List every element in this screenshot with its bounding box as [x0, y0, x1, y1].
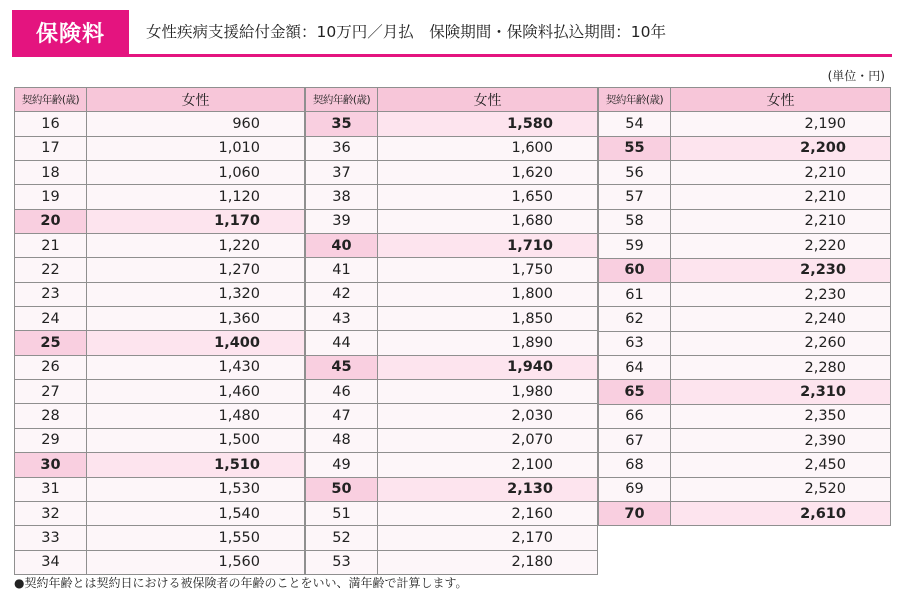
- table-row: [599, 307, 891, 331]
- age-cell: 67: [599, 429, 671, 453]
- age-cell: 38: [306, 185, 378, 209]
- premium-cell: 2,520: [671, 477, 891, 501]
- column-header-age: 契約年齢(歳): [306, 88, 378, 112]
- table-row: [15, 209, 305, 233]
- premium-cell: 1,060: [87, 161, 305, 185]
- table-row: [15, 234, 305, 258]
- premium-cell: 1,430: [87, 355, 305, 379]
- table-row: [15, 282, 305, 306]
- age-cell: 55: [599, 136, 671, 160]
- premium-cell: 2,030: [378, 404, 598, 428]
- premium-cell: 1,980: [378, 380, 598, 404]
- table-row: [15, 185, 305, 209]
- age-cell: 26: [15, 355, 87, 379]
- premium-cell: 1,750: [378, 258, 598, 282]
- table-row: [15, 331, 305, 355]
- table-row: [306, 112, 598, 136]
- premium-cell: 2,070: [378, 428, 598, 452]
- age-cell: 60: [599, 258, 671, 282]
- table-row: [306, 355, 598, 379]
- age-cell: 39: [306, 209, 378, 233]
- table-row: [306, 136, 598, 160]
- table-row: [306, 161, 598, 185]
- premium-cell: 2,390: [671, 429, 891, 453]
- age-cell: 69: [599, 477, 671, 501]
- table-row: [15, 501, 305, 525]
- premium-cell: 1,500: [87, 428, 305, 452]
- age-cell: 16: [15, 112, 87, 136]
- age-cell: 68: [599, 453, 671, 477]
- premium-cell: 1,890: [378, 331, 598, 355]
- table-row: [599, 331, 891, 355]
- premium-cell: 1,940: [378, 355, 598, 379]
- age-cell: 33: [15, 526, 87, 550]
- table-row: [599, 282, 891, 306]
- premium-cell: 1,360: [87, 307, 305, 331]
- table-row: [306, 209, 598, 233]
- premium-cell: 1,220: [87, 234, 305, 258]
- premium-cell: 2,350: [671, 404, 891, 428]
- premium-cell: 2,170: [378, 526, 598, 550]
- table-row: [15, 136, 305, 160]
- premium-cell: 2,210: [671, 209, 891, 233]
- age-cell: 54: [599, 112, 671, 136]
- premium-cell: 2,130: [378, 477, 598, 501]
- premium-cell: 1,650: [378, 185, 598, 209]
- table-row: [599, 453, 891, 477]
- table-row: [599, 209, 891, 233]
- age-cell: 19: [15, 185, 87, 209]
- age-cell: 22: [15, 258, 87, 282]
- table-row: [306, 282, 598, 306]
- premium-cell: 2,190: [671, 112, 891, 136]
- table-row: [306, 185, 598, 209]
- table-row: [599, 136, 891, 160]
- premium-cell: 1,540: [87, 501, 305, 525]
- header-divider: [12, 54, 892, 57]
- table-row: [15, 307, 305, 331]
- table-row: [306, 258, 598, 282]
- table-row: [15, 258, 305, 282]
- premium-cell: 1,170: [87, 209, 305, 233]
- age-cell: 61: [599, 282, 671, 306]
- age-cell: 62: [599, 307, 671, 331]
- age-cell: 18: [15, 161, 87, 185]
- premium-cell: 1,270: [87, 258, 305, 282]
- age-cell: 29: [15, 428, 87, 452]
- premium-cell: 2,160: [378, 501, 598, 525]
- premium-cell: 2,230: [671, 282, 891, 306]
- table-row: [599, 234, 891, 258]
- premium-cell: 1,560: [87, 550, 305, 574]
- table-row: [306, 501, 598, 525]
- age-cell: 57: [599, 185, 671, 209]
- age-cell: 53: [306, 550, 378, 574]
- table-row: [599, 185, 891, 209]
- premium-cell: 2,310: [671, 380, 891, 404]
- table-row: [15, 355, 305, 379]
- footnote: ●契約年齢とは契約日における被保険者の年齢のことをいい、満年齢で計算します。: [14, 576, 468, 590]
- table-row: [599, 429, 891, 453]
- age-cell: 47: [306, 404, 378, 428]
- table-row: [306, 550, 598, 574]
- premium-cell: 1,800: [378, 282, 598, 306]
- premium-cell: 1,710: [378, 234, 598, 258]
- column-header-female: 女性: [378, 88, 598, 112]
- age-cell: 52: [306, 526, 378, 550]
- premium-cell: 1,600: [378, 136, 598, 160]
- age-cell: 46: [306, 380, 378, 404]
- age-cell: 43: [306, 307, 378, 331]
- premium-table-3: [598, 87, 891, 575]
- age-cell: 37: [306, 161, 378, 185]
- table-row: [306, 331, 598, 355]
- unit-label: (単位・円): [827, 69, 885, 83]
- premium-cell: 2,210: [671, 161, 891, 185]
- table-row: [599, 502, 891, 526]
- table-row: [306, 428, 598, 452]
- table-row: [15, 526, 305, 550]
- table-row: [15, 428, 305, 452]
- premium-cell: 1,120: [87, 185, 305, 209]
- premium-cell: 2,230: [671, 258, 891, 282]
- empty-cell: [671, 550, 891, 575]
- premium-cell: 2,450: [671, 453, 891, 477]
- premium-cell: 1,400: [87, 331, 305, 355]
- age-cell: 30: [15, 453, 87, 477]
- age-cell: 24: [15, 307, 87, 331]
- empty-cell: [599, 550, 671, 575]
- table-row: [306, 477, 598, 501]
- premium-cell: 2,220: [671, 234, 891, 258]
- table-row: [306, 526, 598, 550]
- age-cell: 44: [306, 331, 378, 355]
- premium-table-1: [14, 87, 305, 575]
- premium-cell: 1,680: [378, 209, 598, 233]
- age-cell: 49: [306, 453, 378, 477]
- age-cell: 31: [15, 477, 87, 501]
- column-header-female: 女性: [671, 88, 891, 112]
- premium-cell: 2,210: [671, 185, 891, 209]
- age-cell: 56: [599, 161, 671, 185]
- premium-table-2: [305, 87, 598, 575]
- age-cell: 17: [15, 136, 87, 160]
- table-row: [599, 380, 891, 404]
- premium-cell: 2,180: [378, 550, 598, 574]
- premium-cell: 2,610: [671, 502, 891, 526]
- premium-cell: 2,100: [378, 453, 598, 477]
- empty-row: [599, 550, 891, 575]
- premium-cell: 2,260: [671, 331, 891, 355]
- age-cell: 64: [599, 355, 671, 379]
- premium-cell: 1,530: [87, 477, 305, 501]
- age-cell: 65: [599, 380, 671, 404]
- table-row: [15, 550, 305, 574]
- age-cell: 34: [15, 550, 87, 574]
- age-cell: 40: [306, 234, 378, 258]
- table-row: [599, 477, 891, 501]
- age-cell: 20: [15, 209, 87, 233]
- premium-tables: [14, 87, 891, 575]
- column-header-age: 契約年齢(歳): [599, 88, 671, 112]
- title-badge: 保険料: [12, 10, 129, 54]
- premium-cell: 2,280: [671, 355, 891, 379]
- age-cell: 21: [15, 234, 87, 258]
- premium-cell: 1,320: [87, 282, 305, 306]
- premium-cell: 1,850: [378, 307, 598, 331]
- premium-cell: 2,240: [671, 307, 891, 331]
- age-cell: 58: [599, 209, 671, 233]
- table-row: [15, 453, 305, 477]
- age-cell: 45: [306, 355, 378, 379]
- premium-cell: 1,580: [378, 112, 598, 136]
- table-row: [599, 112, 891, 136]
- table-row: [599, 355, 891, 379]
- table-row: [306, 307, 598, 331]
- table-row: [15, 404, 305, 428]
- age-cell: 42: [306, 282, 378, 306]
- age-cell: 48: [306, 428, 378, 452]
- age-cell: 28: [15, 404, 87, 428]
- empty-cell: [599, 526, 671, 550]
- empty-row: [599, 526, 891, 550]
- premium-cell: 1,480: [87, 404, 305, 428]
- table-row: [15, 112, 305, 136]
- premium-cell: 2,200: [671, 136, 891, 160]
- table-row: [306, 234, 598, 258]
- age-cell: 41: [306, 258, 378, 282]
- empty-cell: [671, 526, 891, 550]
- age-cell: 59: [599, 234, 671, 258]
- table-row: [306, 380, 598, 404]
- table-row: [306, 404, 598, 428]
- table-row: [15, 477, 305, 501]
- column-header-age: 契約年齢(歳): [15, 88, 87, 112]
- premium-cell: 1,460: [87, 380, 305, 404]
- age-cell: 23: [15, 282, 87, 306]
- premium-cell: 1,620: [378, 161, 598, 185]
- age-cell: 27: [15, 380, 87, 404]
- table-row: [599, 404, 891, 428]
- age-cell: 51: [306, 501, 378, 525]
- age-cell: 35: [306, 112, 378, 136]
- page-header: [12, 10, 892, 58]
- table-row: [15, 161, 305, 185]
- age-cell: 36: [306, 136, 378, 160]
- age-cell: 70: [599, 502, 671, 526]
- table-row: [599, 161, 891, 185]
- age-cell: 25: [15, 331, 87, 355]
- column-header-female: 女性: [87, 88, 305, 112]
- age-cell: 66: [599, 404, 671, 428]
- premium-cell: 1,550: [87, 526, 305, 550]
- age-cell: 50: [306, 477, 378, 501]
- coverage-description: 女性疾病支援給付金額：10万円／月払 保険期間・保険料払込期間：10年: [146, 23, 666, 41]
- age-cell: 32: [15, 501, 87, 525]
- premium-cell: 1,010: [87, 136, 305, 160]
- table-row: [15, 380, 305, 404]
- age-cell: 63: [599, 331, 671, 355]
- premium-cell: 960: [87, 112, 305, 136]
- premium-cell: 1,510: [87, 453, 305, 477]
- table-row: [306, 453, 598, 477]
- table-row: [599, 258, 891, 282]
